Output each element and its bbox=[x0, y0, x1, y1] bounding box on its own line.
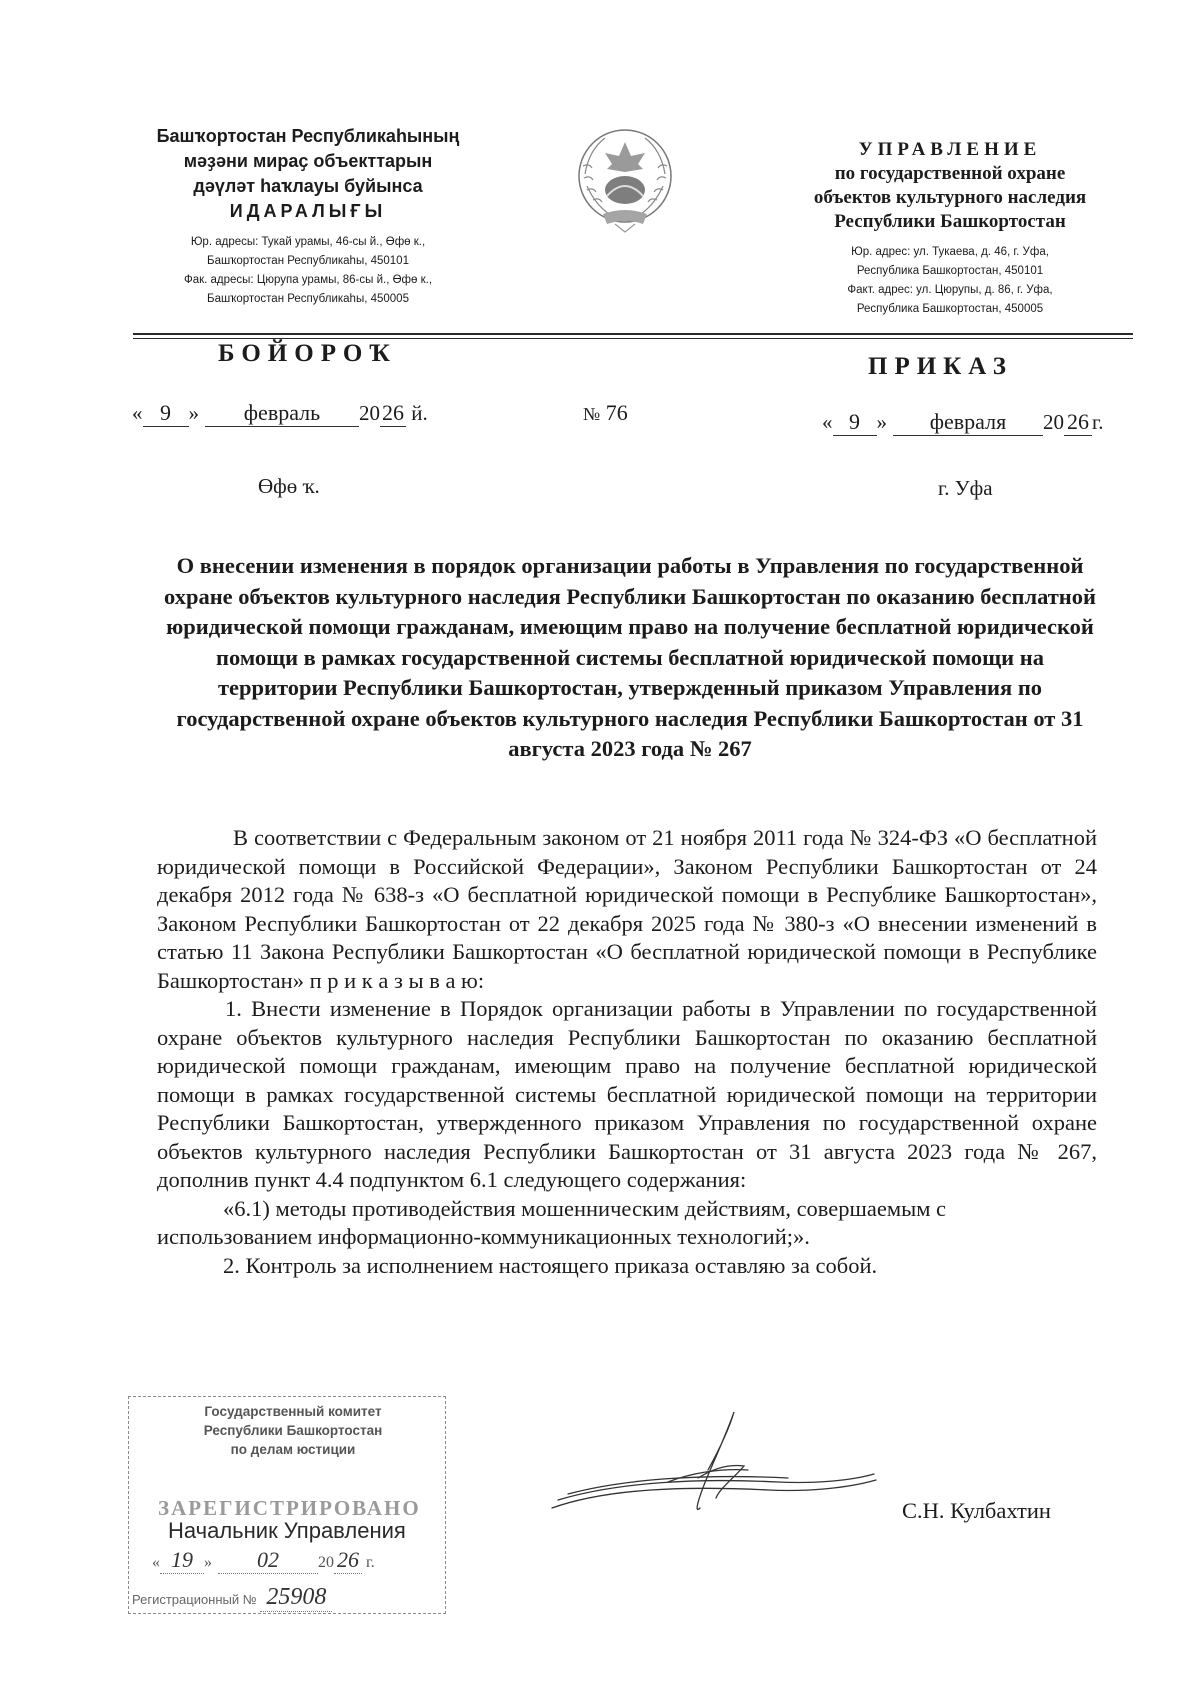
address-line: Фак. адресы: Цюрупа урамы, 86-сы й., Өфө к., bbox=[183, 274, 433, 286]
stamp-date bbox=[152, 1547, 375, 1574]
stamp-date-suffix: г. bbox=[366, 1554, 375, 1571]
address-line: Республика Башкортостан, 450005 bbox=[856, 303, 1044, 315]
date-suffix: г. bbox=[1092, 410, 1104, 434]
stamp-reg-number bbox=[132, 1584, 332, 1612]
org-name-line: мәҙәни мираҫ объекттарын bbox=[183, 151, 433, 171]
org-address bbox=[770, 243, 1130, 319]
quote-mark: « bbox=[152, 1554, 160, 1571]
quote-mark: « bbox=[132, 401, 143, 425]
header-divider bbox=[133, 333, 1133, 335]
stamp-date-year-prefix: 20 bbox=[318, 1554, 334, 1571]
city-russian: г. Уфа bbox=[938, 476, 993, 500]
coat-of-arms-icon bbox=[575, 126, 675, 238]
address-line: Юр. адресы: Тукай урамы, 46-сы й., Өфө к., bbox=[190, 236, 426, 248]
date-month: февраля bbox=[893, 409, 1043, 436]
date-right bbox=[822, 409, 1104, 436]
org-name-line: ИДАРАЛЫҒЫ bbox=[229, 201, 387, 221]
date-year-suffix: 26 bbox=[1064, 409, 1092, 436]
order-number bbox=[583, 400, 628, 426]
stamp-reg-value: 25908 bbox=[260, 1584, 332, 1612]
registration-stamp bbox=[128, 1396, 446, 1614]
number-value: 76 bbox=[605, 400, 628, 425]
document-body bbox=[157, 824, 1097, 1280]
handwritten-signature bbox=[548, 1408, 878, 1518]
org-name-line: УПРАВЛЕНИЕ bbox=[858, 139, 1042, 160]
doc-type-bashkir: БОЙОРОҠ bbox=[218, 340, 397, 367]
org-name-line: дәүләт һаҡлауы буйынса bbox=[193, 176, 423, 196]
item-1-paragraph: 1. Внести изменение в Порядок организации работы в Управлении по государственной охране объектов культурного наследия Республики Башкортостан по оказанию бесплатной юридической помощи гражданам, имеющим право на получение бесплатной юридической помощи в рамках государственной системы бесплатной юридической помощи на территории Республики Башкортостан, утвержденного приказом Управления по государственной охране объектов культурного наследия Республики Башкортостан от 31 августа 2023 года № 267, дополнив пункт 4.4 подпунктом 6.1 следующего содержания: bbox=[157, 996, 1097, 1192]
stamp-registered: ЗАРЕГИСТРИРОВАНО bbox=[158, 1496, 421, 1520]
stamp-reg-label: Регистрационный № bbox=[132, 1592, 257, 1607]
quote-mark: » bbox=[204, 1554, 212, 1571]
stamp-chief: Начальник Управления bbox=[168, 1518, 406, 1543]
quote-mark: » bbox=[876, 410, 887, 434]
header-divider-thin bbox=[133, 338, 1133, 339]
date-year-suffix: 26 bbox=[382, 400, 404, 425]
org-name-line: Республики Башкортостан bbox=[834, 211, 1066, 232]
number-sign: № bbox=[583, 404, 601, 424]
stamp-date-day: 19 bbox=[160, 1547, 204, 1574]
address-line: Юр. адрес: ул. Тукаева, д. 46, г. Уфа, bbox=[851, 246, 1049, 258]
date-month: февраль bbox=[205, 400, 359, 427]
org-name-line: объектов культурного наследия bbox=[813, 187, 1087, 208]
preamble-paragraph: В соответствии с Федеральным законом от 21 ноября 2011 года № 324-ФЗ «О бесплатной юридической помощи в Российской Федерации», Законом Республики Башкортостан от 24 декабря 2012 года № 638-з «О бесплатной юридической помощи в Республике Башкортостан», Законом Республики Башкортостан от 22 декабря 2025 года № 380-з «О внесении изменений в статью 11 Закона Республики Башкортостан «О бесплатной юридической помощи в Республике Башкортостан» п р и к а з ы в а ю: bbox=[157, 825, 1097, 993]
doc-type-russian: ПРИКАЗ bbox=[868, 353, 1013, 380]
header-left bbox=[118, 124, 498, 309]
date-year-prefix: 20 bbox=[1043, 410, 1064, 434]
document-title: О внесении изменения в порядок организации работы в Управления по государственной охране объектов культурного наследия Республики Башкортостан по оказанию бесплатной юридической помощи гражданам, имеющим право на получение бесплатной юридической помощи в рамках государственной системы бесплатной юридической помощи на территории Республики Башкортостан, утвержденный приказом Управления по государственной охране объектов культурного наследия Республики Башкортостан от 31 августа 2023 года № 267 bbox=[164, 553, 1096, 761]
city-bashkir: Өфө ҡ. bbox=[258, 474, 320, 498]
stamp-org-line: Республики Башкортостан bbox=[203, 1423, 383, 1438]
quote-mark: » bbox=[188, 401, 199, 425]
address-line: Башҡортостан Республикаһы, 450005 bbox=[207, 293, 409, 305]
stamp-date-year-suffix: 26 bbox=[334, 1547, 362, 1574]
address-line: Факт. адрес: ул. Цюрупы, д. 86, г. Уфа, bbox=[847, 284, 1053, 296]
quoted-subitem: «6.1) методы противодействия мошенническим действиям, совершаемым с использованием информационно-коммуникационных технологий;». bbox=[157, 1195, 947, 1249]
item-2-paragraph: 2. Контроль за исполнением настоящего приказа оставляю за собой. bbox=[223, 1252, 878, 1278]
stamp-org-line: Государственный комитет bbox=[204, 1404, 382, 1419]
org-address bbox=[118, 233, 498, 309]
date-suffix: й. bbox=[411, 401, 428, 425]
address-line: Республика Башкортостан, 450101 bbox=[856, 265, 1044, 277]
date-year-prefix: 20 bbox=[359, 401, 380, 425]
org-name-line: Башҡортостан Республикаһының bbox=[156, 126, 460, 146]
header-right bbox=[770, 138, 1130, 319]
org-name-line: по государственной охране bbox=[834, 163, 1066, 184]
address-line: Башҡортостан Республикаһы, 450101 bbox=[207, 255, 409, 267]
date-left bbox=[132, 400, 428, 427]
stamp-org-line: по делам юстиции bbox=[230, 1442, 356, 1457]
quote-mark: « bbox=[822, 410, 833, 434]
date-day: 9 bbox=[143, 400, 189, 427]
stamp-date-month: 02 bbox=[218, 1547, 318, 1574]
date-day: 9 bbox=[833, 409, 877, 436]
signer-name: С.Н. Кулбахтин bbox=[902, 1498, 1051, 1523]
